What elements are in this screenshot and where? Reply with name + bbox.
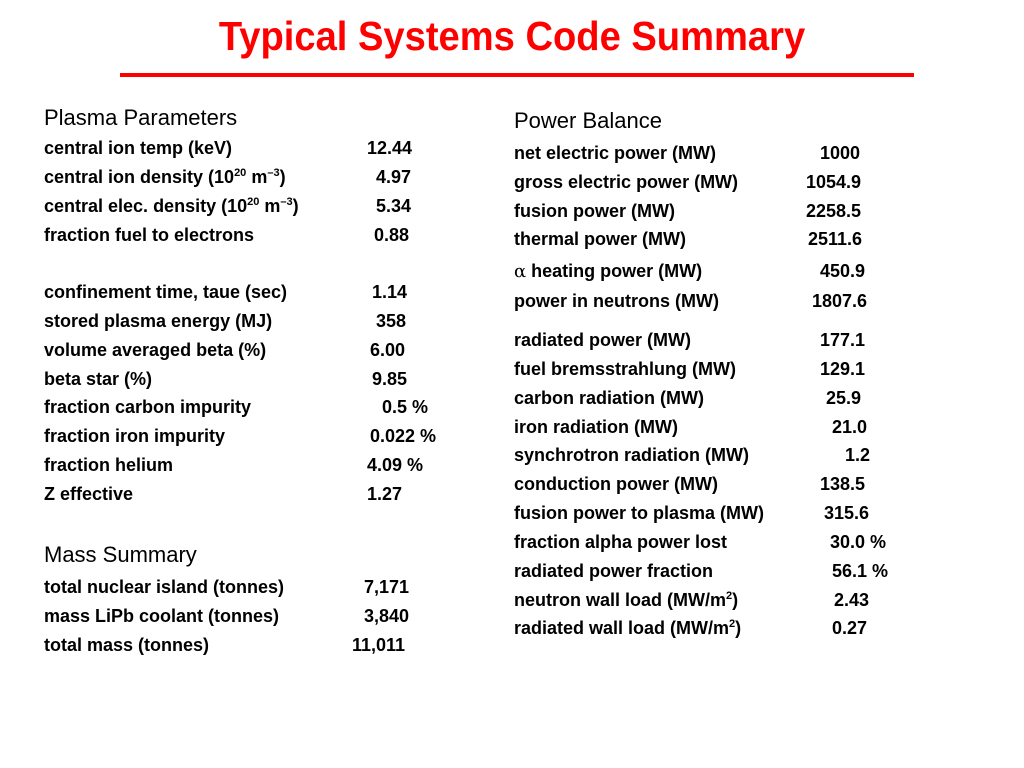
power-row-sup1: 2 xyxy=(729,618,736,630)
power-row-pre: fuel bremsstrahlung (MW) xyxy=(514,359,737,379)
plasma-row-pre: fraction helium xyxy=(44,455,174,475)
power-row-label xyxy=(514,502,764,524)
power-row-value: 1054.9 xyxy=(806,172,862,192)
power-row-label xyxy=(514,358,736,380)
power-row-post: ) xyxy=(735,618,742,638)
title-underline xyxy=(120,73,914,77)
plasma-row-pre: stored plasma energy (MJ) xyxy=(44,311,273,331)
plasma-row-sup2: –3 xyxy=(280,196,293,208)
power-row-label xyxy=(514,416,678,438)
mass-row-value: 3,840 xyxy=(364,606,410,626)
power-row-value: 138.5 xyxy=(820,474,866,494)
plasma-row-post: ) xyxy=(279,167,286,187)
plasma-row-label xyxy=(44,195,299,217)
plasma-row-label xyxy=(44,224,254,246)
plasma-row-value: 9.85 xyxy=(372,369,408,389)
plasma-row-value: 12.44 xyxy=(367,138,413,158)
plasma-row-label xyxy=(44,166,286,188)
power-row-pre: iron radiation (MW) xyxy=(514,417,678,437)
plasma-row-value: 4.97 xyxy=(376,167,412,187)
power-row-pre: radiated power fraction xyxy=(514,561,714,581)
power-row-label xyxy=(514,387,704,409)
power-row-pre: synchrotron radiation (MW) xyxy=(514,445,749,465)
power-row-value: 2511.6 xyxy=(808,229,863,249)
power-row-label xyxy=(514,589,738,611)
plasma-row-sup2: –3 xyxy=(267,167,280,179)
plasma-row-pre: fraction fuel to electrons xyxy=(44,225,255,245)
power-row-label xyxy=(514,473,718,495)
plasma-row-pre: central elec. density (10 xyxy=(44,196,248,216)
mass-row-value: 11,011 xyxy=(352,635,406,655)
power-row-value: 129.1 xyxy=(820,359,866,379)
power-row-pre: conduction power (MW) xyxy=(514,474,718,494)
power-row-pre: gross electric power (MW) xyxy=(514,172,739,192)
plasma-row-label xyxy=(44,483,133,505)
power-row-value: 2.43 xyxy=(834,590,870,610)
power-row-pre: heating power (MW) xyxy=(526,261,703,281)
plasma-row-pre: central ion density (10 xyxy=(44,167,235,187)
power-row-pre: power in neutrons (MW) xyxy=(514,291,719,311)
power-row-pre: fusion power to plasma (MW) xyxy=(514,503,764,523)
page-title: Typical Systems Code Summary xyxy=(218,13,806,59)
power-row-pre: net electric power (MW) xyxy=(514,143,717,163)
plasma-row-label xyxy=(44,368,152,390)
mass-summary-heading: Mass Summary xyxy=(44,542,197,567)
plasma-row-post: ) xyxy=(292,196,299,216)
power-row-label xyxy=(514,560,713,582)
power-row-value: 177.1 xyxy=(820,330,866,350)
plasma-row-mid: m xyxy=(259,196,281,216)
power-row-value: 450.9 xyxy=(820,261,866,281)
power-row-value: 2258.5 xyxy=(806,201,862,221)
plasma-row-value: 6.00 xyxy=(370,340,406,360)
plasma-row-pre: confinement time, taue (sec) xyxy=(44,282,288,302)
mass-row-label xyxy=(44,576,284,598)
power-row-pre: radiated power (MW) xyxy=(514,330,692,350)
plasma-row-pre: fraction iron impurity xyxy=(44,426,226,446)
power-row-pre: carbon radiation (MW) xyxy=(514,388,704,408)
power-row-label xyxy=(514,142,716,164)
power-row-label xyxy=(514,531,727,553)
power-row-label xyxy=(514,617,741,639)
power-row-label xyxy=(514,200,675,222)
power-row-pre: radiated wall load (MW/m xyxy=(514,618,730,638)
plasma-row-label xyxy=(44,425,225,447)
plasma-row-pre: central ion temp (keV) xyxy=(44,138,233,158)
mass-row-label xyxy=(44,634,209,656)
mass-row-label xyxy=(44,605,279,627)
power-row-label xyxy=(514,260,702,283)
mass-row-pre: total nuclear island (tonnes) xyxy=(44,577,285,597)
power-row-value: 1.2 xyxy=(845,445,871,465)
plasma-row-value: 1.27 xyxy=(367,484,403,504)
power-balance-heading: Power Balance xyxy=(514,108,662,133)
plasma-row-label xyxy=(44,396,251,418)
power-row-label xyxy=(514,444,749,466)
power-row-value: 0.27 xyxy=(832,618,868,638)
plasma-row-pre: beta star (%) xyxy=(44,369,153,389)
power-row-greek: α xyxy=(514,261,527,282)
plasma-row-label xyxy=(44,281,287,303)
mass-row-pre: mass LiPb coolant (tonnes) xyxy=(44,606,280,626)
power-row-pre: fusion power (MW) xyxy=(514,201,675,221)
plasma-parameters-heading: Plasma Parameters xyxy=(44,105,238,130)
power-row-value: 1000 xyxy=(820,143,861,163)
power-row-value: 56.1 % xyxy=(832,561,889,581)
plasma-row-value: 5.34 xyxy=(376,196,412,216)
power-row-label xyxy=(514,171,738,193)
plasma-row-sup1: 20 xyxy=(234,167,247,179)
power-row-sup1: 2 xyxy=(726,590,733,602)
plasma-row-value: 0.5 % xyxy=(382,397,429,417)
plasma-row-pre: volume averaged beta (%) xyxy=(44,340,267,360)
power-row-post: ) xyxy=(732,590,739,610)
power-row-label xyxy=(514,228,686,250)
power-row-label xyxy=(514,290,719,312)
plasma-row-label xyxy=(44,310,272,332)
power-row-pre: thermal power (MW) xyxy=(514,229,687,249)
plasma-row-value: 1.14 xyxy=(372,282,408,302)
plasma-row-mid: m xyxy=(246,167,268,187)
plasma-row-label xyxy=(44,454,173,476)
plasma-row-value: 0.022 % xyxy=(370,426,437,446)
power-row-value: 1807.6 xyxy=(812,291,868,311)
mass-row-pre: total mass (tonnes) xyxy=(44,635,210,655)
plasma-row-pre: fraction carbon impurity xyxy=(44,397,252,417)
plasma-row-label xyxy=(44,137,232,159)
plasma-row-pre: Z effective xyxy=(44,484,134,504)
mass-row-value: 7,171 xyxy=(364,577,410,597)
power-row-value: 315.6 xyxy=(824,503,870,523)
power-row-label xyxy=(514,329,691,351)
power-row-pre: neutron wall load (MW/m xyxy=(514,590,726,610)
plasma-row-value: 0.88 xyxy=(374,225,410,245)
plasma-row-sup1: 20 xyxy=(247,196,260,208)
power-row-value: 21.0 xyxy=(832,417,868,437)
power-row-value: 30.0 % xyxy=(830,532,887,552)
power-row-pre: fraction alpha power lost xyxy=(514,532,728,552)
plasma-row-value: 358 xyxy=(376,311,407,331)
plasma-row-value: 4.09 % xyxy=(367,455,424,475)
plasma-row-label xyxy=(44,339,266,361)
power-row-value: 25.9 xyxy=(826,388,862,408)
